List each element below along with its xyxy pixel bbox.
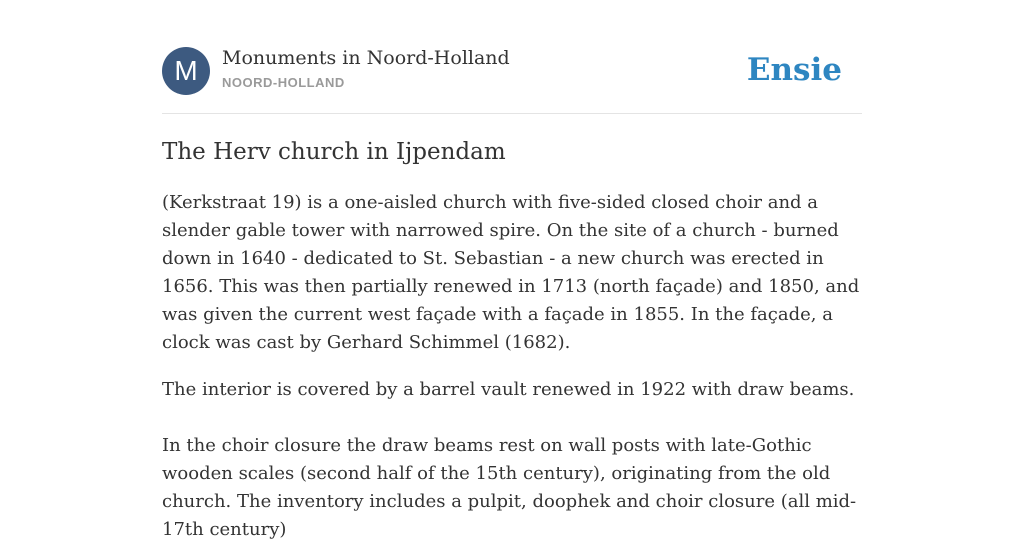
site-title[interactable]: Monuments in Noord-Holland bbox=[222, 47, 510, 69]
article-paragraph-2: The interior is covered by a barrel vault renewed in 1922 with draw beams. bbox=[162, 379, 855, 400]
brand-logo[interactable]: Ensie bbox=[746, 52, 842, 88]
article-paragraph-1: (Kerkstraat 19) is a one-aisled church with five-sided closed choir and a slender gable tower with narrowed spire. On the site of a church - burned down in 1640 - dedicated to St. Sebastian - a new church was erected in 1656. This was then partially renewed in 1713 (north façade) and 1850, and was given the current west façade with a façade in 1855. In the façade, a clock was cast by Gerhard Schimmel (1682). bbox=[162, 192, 860, 353]
article bbox=[162, 134, 862, 544]
avatar[interactable]: M bbox=[162, 47, 210, 95]
article-title: The Herv church in Ijpendam bbox=[162, 139, 506, 165]
site-header bbox=[162, 46, 862, 96]
article-paragraph-3: In the choir closure the draw beams rest on wall posts with late-Gothic wooden scales (second half of the 15th century), originating from the old church. The inventory includes a pulpit, doophek and choir closure (all mid-17th century) bbox=[162, 435, 857, 540]
site-subtitle[interactable]: NOORD-HOLLAND bbox=[222, 75, 345, 90]
header-divider bbox=[162, 113, 862, 114]
